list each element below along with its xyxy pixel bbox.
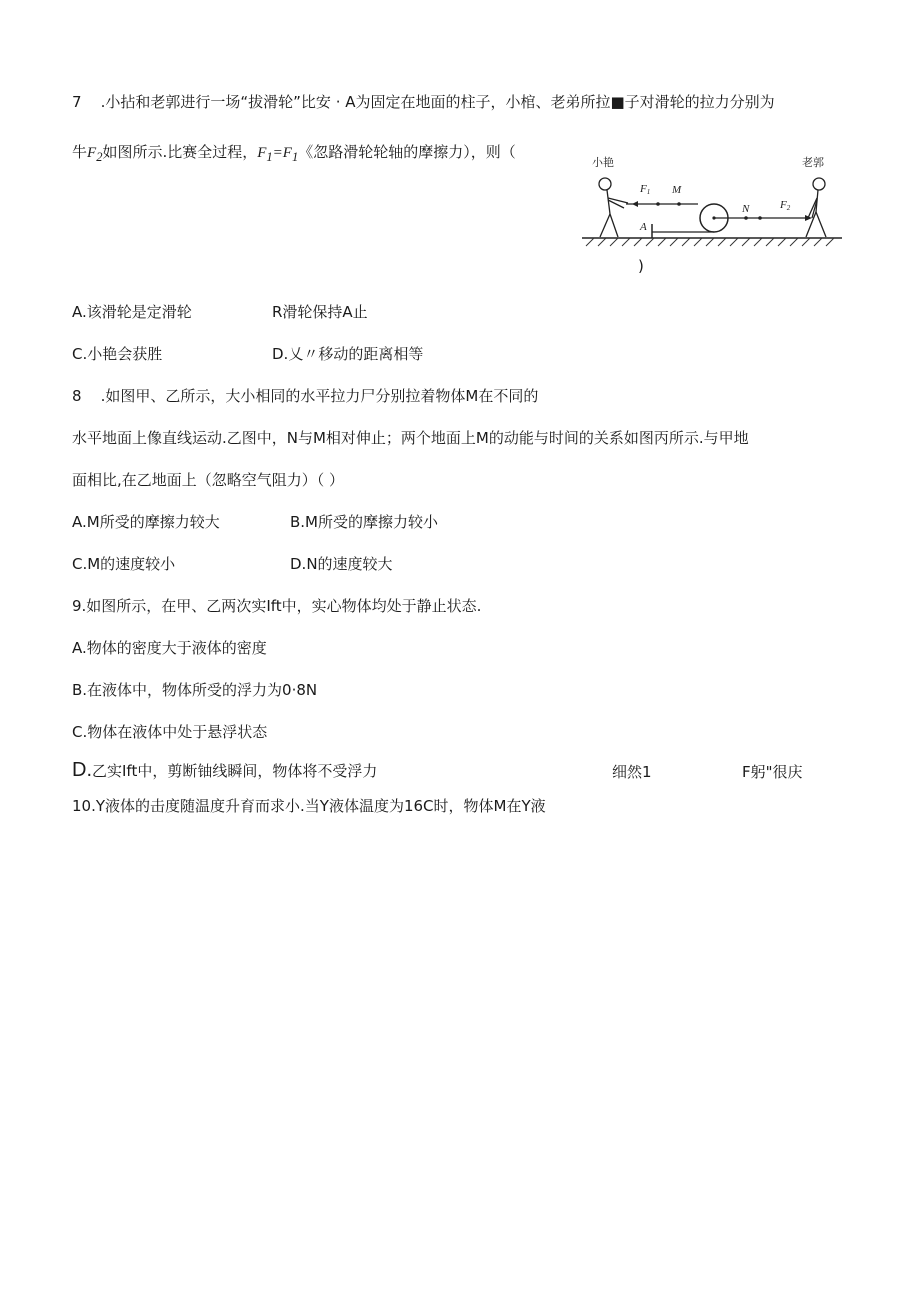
q7-option-d: D.乂〃移动的距离相等: [272, 345, 424, 363]
q7-text-1: .小拈和老郭进行一场“拔滑轮”比安 · A为固定在地面的柱子，小棺、老弟所拉■子对滑轮的拉力分别为: [100, 93, 775, 111]
f1-label: F1: [640, 183, 651, 196]
q7-eq-sub1: 1: [266, 150, 273, 164]
q9-option-d-letter: D.: [72, 759, 92, 781]
q8-line-2: 水平地面上像直线运动.乙图中，N与M相对伸止；两个地面上M的动能与时间的关系如图丙所示.与甲地: [72, 429, 749, 447]
q7-eq-sub2: 1: [291, 150, 299, 164]
q7-text-2a: 牛: [72, 143, 88, 161]
q8-option-b: B.M所受的摩擦力较小: [290, 513, 439, 531]
q9-option-d-text: 乙实Ift中，剪断铀线瞬间，物体将不受浮力: [92, 762, 378, 780]
point-n-dot: [744, 216, 748, 220]
q10-line-1: 10.Y液体的击度随温度升育而求小.当Y液体温度为16C时，物体M在Y液: [72, 797, 546, 815]
right-person-figure: [806, 178, 826, 237]
q9-extra-1: 细然1: [612, 763, 652, 781]
q9-extra-2: F躬"很庆: [742, 763, 803, 781]
point-m-dot: [656, 202, 660, 206]
q7-option-a: A.该滑轮是定滑轮: [72, 303, 192, 321]
pulley-figure: [580, 148, 850, 250]
q7-eq-f1: F: [257, 145, 267, 161]
q8-option-c: C.M的速度较小: [72, 555, 176, 573]
right-person-label: 老郭: [802, 156, 824, 169]
q9-line-1: 9.如图所示，在甲、乙两次实Ift中，实心物体均处于静止状态.: [72, 597, 482, 615]
q8-text-1: .如图甲、乙所示，大小相同的水平拉力尸分别拉着物体M在不同的: [100, 387, 539, 405]
q7-option-c: C.小艳会获胜: [72, 345, 163, 363]
left-person-label: 小艳: [592, 156, 614, 169]
q7-eq-mid: =F: [272, 145, 292, 161]
point-n-label: N: [742, 203, 750, 215]
q8-line-1: [72, 386, 538, 406]
q8-line-3: 面相比,在乙地面上（忽略空气阻力）（ ）: [72, 471, 345, 489]
q7-line-2: [72, 142, 516, 167]
q7-line-1: [72, 92, 775, 112]
left-person-figure: [599, 178, 628, 237]
q7-text-2c: 《忽路滑轮轮轴的摩擦力），则（: [298, 143, 516, 161]
q7-number: 7: [72, 93, 82, 111]
q7-option-b: R滑轮保持A止: [272, 303, 368, 321]
post-a-label: A: [640, 221, 647, 233]
q7-close-paren: ): [638, 257, 644, 275]
f1-arrowhead: [632, 201, 638, 207]
rope-dot-2: [758, 216, 762, 220]
rope-dot: [677, 202, 681, 206]
point-m-label: M: [672, 184, 682, 196]
f2-label: F2: [780, 199, 791, 212]
q8-number: 8: [72, 387, 82, 405]
q7-f2-sub: 2: [96, 150, 103, 164]
q7-text-2b: 如图所示.比赛全过程，: [102, 143, 258, 161]
q9-option-d: [72, 760, 377, 781]
q8-option-a: A.M所受的摩擦力较大: [72, 513, 220, 531]
q9-option-b: B.在液体中，物体所受的浮力为0·8N: [72, 681, 318, 699]
q7-f2: F: [87, 145, 97, 161]
ground-hatch: [586, 238, 834, 246]
q8-option-d: D.N的速度较大: [290, 555, 393, 573]
q9-option-a: A.物体的密度大于液体的密度: [72, 639, 267, 657]
q9-option-c: C.物体在液体中处于悬浮状态: [72, 723, 268, 741]
